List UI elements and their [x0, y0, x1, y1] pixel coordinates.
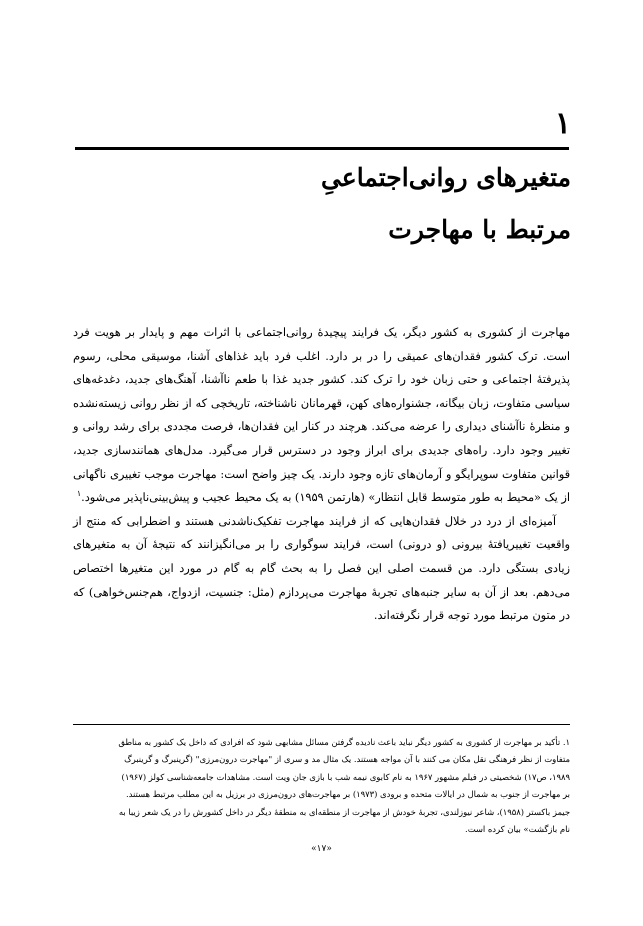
body-text: [73, 321, 570, 628]
paragraph: آمیزه‌ای از درد در خلال فقدان‌هایی که از فرایند مهاجرت تفکیک‌ناشدنی هستند و اضطرابی که منتج از واقعیت تغییریافتهٔ بیرونی (و درونی) است، فرایند سوگواری را بر می‌انگیزانند که نتیجهٔ آن به متغیرهای زیادی بستگی دارد. من قسمت اصلی این فصل را به بحث گام به گام در مورد این متغیرها اختصاص می‌دهم. بعد از آن به سایر جنبه‌های تجربهٔ مهاجرت می‌پردازم (مثل: جنسیت، ازدواج، هم‌جنس‌خواهی) که در متون مرتبط مورد توجه قرار نگرفته‌اند.: [73, 514, 570, 623]
footnote-divider: [73, 724, 570, 725]
footnote-line: جیمز باکستر (۱۹۵۸)، شاعر نیوزلندی، تجربهٔ خودش از مهاجرت از منطقه‌ای به منطقهٔ دیگر در داخل کشورش را در یک شعر زیبا به: [118, 806, 570, 817]
footnote-line: بر مهاجرت از جنوب به شمال در ایالات متحده و برودی (۱۹۷۳) بر مهاجرت‌های درون‌مرزی در برزیل به این مطلب مرتبط هستند.: [125, 789, 570, 800]
chapter-number: ۱: [554, 106, 571, 141]
footnote-line: ۱. تأکید بر مهاجرت از کشوری به کشور دیگر نباید باعث نادیده گرفتن مسائل مشابهی شود که افرادی که داخل یک کشور به مناطق: [118, 737, 570, 747]
chapter-title: [77, 152, 571, 256]
footnote-marker[interactable]: ۱: [76, 489, 82, 499]
footnote-line: متفاوت از نظر فرهنگی نقل مکان می کنند با آن مواجه هستند. یک مثال مد و سری از "مهاجرت درون‌مرزی" (گرینبرگ و گرینبرگ: [124, 754, 570, 765]
page-number: «۱۷»: [311, 844, 332, 854]
footnote-line: ۱۹۸۹، ص۱۷) شخصیتی در فیلم مشهور ۱۹۶۷ به نام کابوی نیمه شب با بازی جان ویت است. مشاهدات جامعه‌شناسی کولز (۱۹۶۷): [121, 771, 570, 782]
chapter-title-line-1: متغیرهای روانی‌اجتماعیِ: [320, 163, 571, 192]
chapter-title-line-2: مرتبط با مهاجرت: [388, 215, 571, 244]
footnote-line: نام بازگشت» بیان کرده است.: [465, 824, 570, 835]
paragraph-1-text: مهاجرت از کشوری به کشور دیگر، یک فرایند پیچیدهٔ روانی‌اجتماعی با اثرات مهم و پایدار بر هویت فرد است. ترک کشور فقدان‌های عمیقی را در بر دارد. اغلب فرد باید غذاهای آشنا، موسیقی محلی، رسوم پذیرفتهٔ اجتماعی و حتی زبان خود را ترک کند. کشور جدید غذا با طعم ناآشنا، آهنگ‌های جدید، دغدغه‌های سیاسی متفاوت، زبان بیگانه، جشنواره‌های کهن، قهرمانان ناشناخته، تاریخچی که از نظر روانی زیسته‌نشده و منظرهٔ ناآشنای دیداری را عرضه می‌کند. هرچند در کنار این فقدان‌ها، فرصت مجددی برای رشد روانی و تغییر وجود دارد. راه‌های جدیدی برای ابراز وجود در دسترس قرار می‌گیرد. مدل‌های همانندسازی جدید، قوانین متفاوت سوپرایگو و آرمان‌های تازه وجود دارند. یک چیز واضح است: مهاجرت موجب تغییری ناگهانی از یک «محیط به طور متوسط قابل انتظار» (هارتمن ۱۹۵۹) به یک محیط عجیب و پیش‌بینی‌ناپذیر می‌شود.: [73, 326, 570, 505]
paragraph: [73, 321, 570, 510]
chapter-divider: [75, 147, 569, 150]
footnote: [73, 734, 570, 838]
